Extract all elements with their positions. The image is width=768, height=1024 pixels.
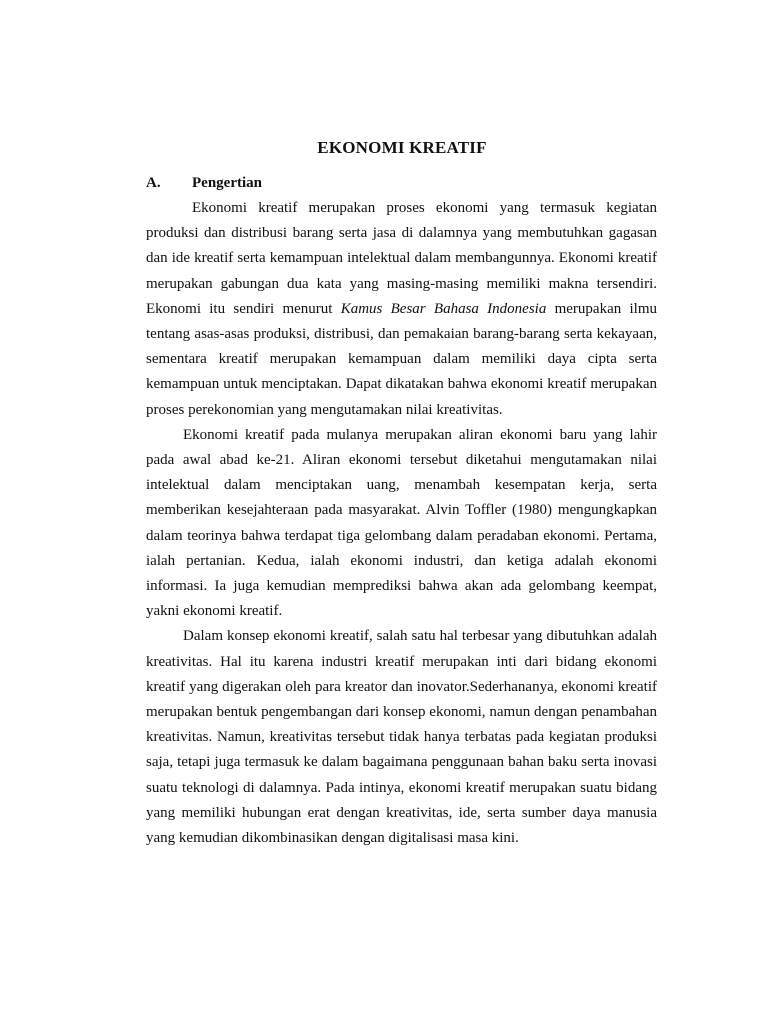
section-title: Pengertian (192, 175, 262, 191)
section-heading (146, 175, 262, 192)
paragraph-1 (146, 196, 657, 423)
dictionary-name: Kamus Besar Bahasa Indonesia (340, 300, 547, 317)
paragraph-3: Dalam konsep ekonomi kreatif, salah satu hal terbesar yang dibutuhkan adalah kreativitas. Hal itu karena industri kreatif merupakan inti dari bidang ekonomi kreatif yang digerakan oleh para kreator dan inovator.Sederhananya, ekonomi kreatif merupakan bentuk pengembangan dari konsep ekonomi, namun dengan penambahan kreativitas. Namun, kreativitas tersebut tidak hanya terbatas pada kegiatan produksi saja, tetapi juga termasuk ke dalam bagaimana penggunaan bahan baku serta inovasi suatu teknologi di dalamnya. Pada intinya, ekonomi kreatif merupakan suatu bidang yang memiliki hubungan erat dengan kreativitas, ide, serta sumber daya manusia yang kemudian dikombinasikan dengan digitalisasi masa kini. (146, 628, 657, 847)
paragraph-1-text-end: merupakan ilmu tentang asas-asas produksi, distribusi, dan pemakaian barang-barang serta kekayaan, sementara kreatif merupakan kemampuan dalam memiliki daya cipta serta kemampuan untuk menciptakan. Dapat dikatakan bahwa ekonomi kreatif merupakan proses perekonomian yang mengutamakan nilai kreativitas. (146, 300, 657, 418)
paragraph-2: Ekonomi kreatif pada mulanya merupakan aliran ekonomi baru yang lahir pada awal abad ke-21. Aliran ekonomi tersebut diketahui mengutamakan nilai intelektual dalam menciptakan uang, menambah kesempatan kerja, serta memberikan kesejahteraan pada masyarakat. Alvin Toffler (1980) mengungkapkan dalam teorinya bahwa terdapat tiga gelombang dalam peradaban ekonomi. Pertama, ialah pertanian. Kedua, ialah ekonomi industri, dan ketiga adalah ekonomi informasi. Ia juga kemudian memprediksi bahwa akan ada gelombang keempat, yakni ekonomi kreatif. (146, 426, 657, 620)
paragraph-1-text-start: Ekonomi kreatif merupakan proses ekonomi yang termasuk kegiatan produksi dan distribusi barang serta jasa di dalamnya yang membutuhkan gagasan dan ide kreatif serta kemampuan intelektual dalam membangunnya. Ekonomi kreatif merupakan gabungan dua kata yang masing-masing memiliki makna tersendiri. Ekonomi itu sendiri menurut (146, 200, 657, 317)
body-text (146, 196, 657, 851)
page-title: EKONOMI KREATIF (317, 138, 487, 157)
section-letter: A. (146, 175, 161, 191)
